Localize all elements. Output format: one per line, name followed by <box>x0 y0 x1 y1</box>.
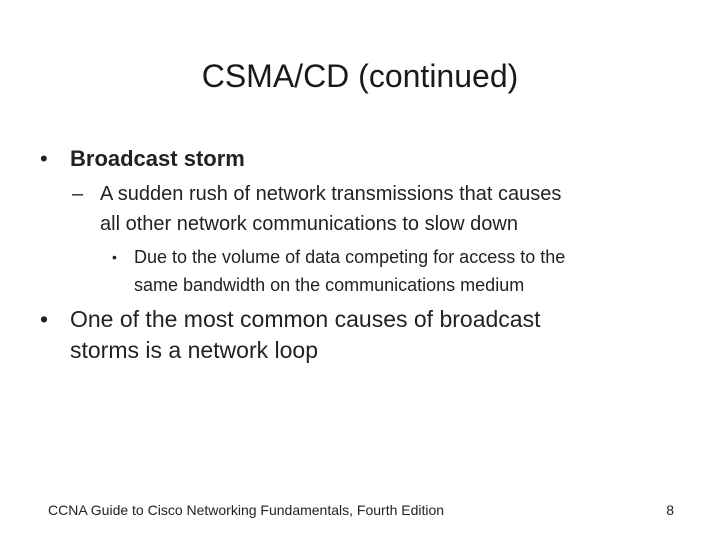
bullet-mark: • <box>112 249 117 265</box>
sub-sub-bullet-line-2: same bandwidth on the communications medium <box>134 275 525 295</box>
bullet-line-1: One of the most common causes of broadcast <box>70 306 541 332</box>
sub-bullet-line-2: all other network communications to slow down <box>100 213 518 235</box>
bullet-line-2: storms is a network loop <box>70 337 318 363</box>
sub-sub-bullet-line-1: Due to the volume of data competing for access to the <box>134 247 566 267</box>
bullet-mark: • <box>40 146 48 171</box>
dash-mark: – <box>72 183 84 205</box>
page-number: 8 <box>666 502 674 518</box>
bullet-mark: • <box>40 306 49 332</box>
sub-bullet-line-1: A sudden rush of network transmissions that causes <box>100 183 562 205</box>
bullet-text: Broadcast storm <box>70 146 245 171</box>
slide-title: CSMA/CD (continued) <box>201 58 519 94</box>
footer-source: CCNA Guide to Cisco Networking Fundamentals, Fourth Edition <box>48 502 445 518</box>
